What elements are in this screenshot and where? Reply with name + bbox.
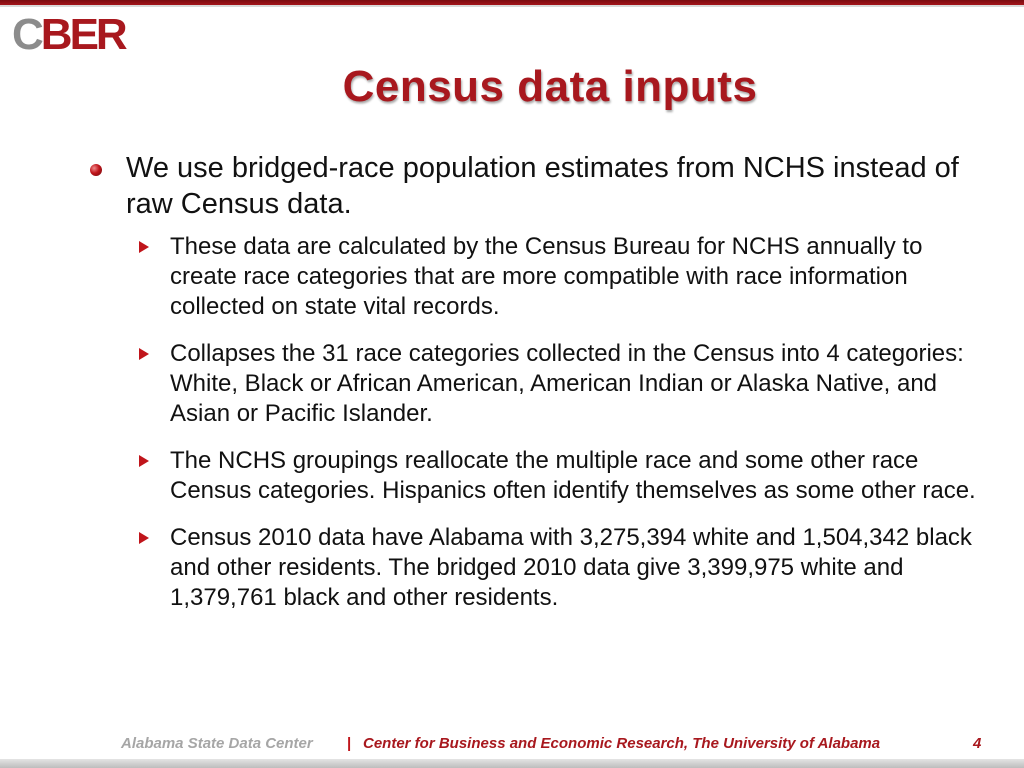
arrow-bullet-icon bbox=[139, 532, 149, 544]
footer-org-name: Alabama State Data Center bbox=[121, 735, 313, 752]
bullet-main-text: We use bridged-race population estimates from NCHS instead of raw Census data. bbox=[126, 152, 959, 220]
slide-footer bbox=[0, 733, 1024, 755]
logo-letter-b: B bbox=[40, 10, 70, 59]
sub-bullet-item bbox=[138, 523, 978, 613]
logo-text bbox=[12, 10, 125, 59]
logo-letter-r: R bbox=[95, 10, 125, 59]
sub-bullet-item bbox=[138, 446, 978, 506]
sub-bullet-text: Collapses the 31 race categories collected in the Census into 4 categories: White, Black or African American, American Indian or Alaska Native, and Asian or Pacific Islander. bbox=[170, 340, 964, 427]
sub-bullet-text: The NCHS groupings reallocate the multiple race and some other race Census categories. Hispanics often identify themselves as some other race. bbox=[170, 447, 976, 504]
footer-center-text: Center for Business and Economic Research, The University of Alabama bbox=[363, 735, 881, 752]
logo-letter-c: C bbox=[12, 10, 41, 59]
cber-logo bbox=[12, 10, 130, 59]
sub-bullet-text: Census 2010 data have Alabama with 3,275,394 white and 1,504,342 black and other residents. The bridged 2010 data give 3,399,975 white and 1,379,761 black and other residents. bbox=[170, 524, 972, 611]
sub-bullet-item bbox=[138, 232, 978, 322]
top-border-bar bbox=[0, 0, 1024, 5]
footer-separator: | bbox=[347, 735, 352, 752]
arrow-bullet-icon bbox=[139, 348, 149, 360]
page-number: 4 bbox=[973, 735, 982, 752]
bullet-dot-icon bbox=[90, 164, 102, 176]
bullet-main bbox=[88, 150, 978, 222]
arrow-bullet-icon bbox=[139, 455, 149, 467]
slide-title: Census data inputs bbox=[342, 62, 758, 111]
logo-letter-e: E bbox=[69, 10, 96, 59]
sub-bullet-text: These data are calculated by the Census Bureau for NCHS annually to create race categories that are more compatible with race information collected on state vital records. bbox=[170, 233, 923, 320]
slide-content bbox=[88, 150, 978, 630]
sub-bullet-list bbox=[88, 232, 978, 613]
sub-bullet-item bbox=[138, 339, 978, 429]
bottom-border-bar bbox=[0, 759, 1024, 768]
arrow-bullet-icon bbox=[139, 241, 149, 253]
